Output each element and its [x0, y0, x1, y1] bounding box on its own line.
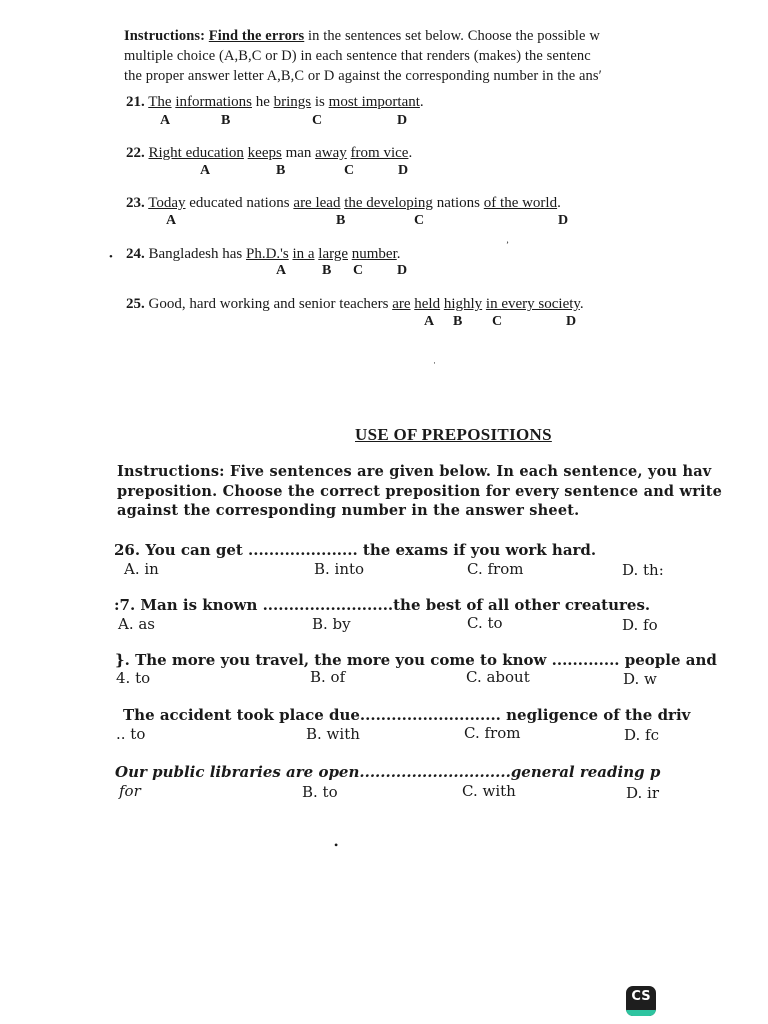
scan-speck: ’	[506, 240, 509, 250]
option-c: C. from	[467, 560, 524, 578]
question-number: 23.	[126, 195, 145, 211]
instructions-line-1	[124, 26, 684, 46]
sentence-text: .	[579, 296, 584, 312]
segment-d: most important	[328, 94, 420, 110]
segment-a: Today	[148, 195, 186, 211]
letter-d: D	[397, 113, 408, 128]
instructions-emphasis: Find the errors	[208, 28, 305, 44]
segment-c: large	[318, 246, 348, 262]
segment-d: number	[351, 246, 397, 262]
segment-b: held	[414, 296, 441, 312]
question-sentence	[148, 195, 561, 211]
sentence-text: Bangladesh has	[148, 246, 246, 262]
sentence-text: man	[281, 145, 316, 161]
letter-a: A	[276, 263, 287, 278]
letter-c: C	[353, 263, 364, 278]
segment-a: Ph.D.'s	[245, 246, 289, 262]
letter-c: C	[414, 213, 425, 228]
instructions-line-3: the proper answer letter A,B,C or D against the corresponding number in the ansʹ	[124, 68, 602, 84]
instructions-label: Instructions:	[124, 28, 206, 44]
option-a: A. in	[124, 560, 159, 578]
question-number: 22.	[126, 145, 145, 161]
letter-b: B	[336, 213, 346, 228]
option-b: B. of	[310, 668, 346, 686]
segment-c: brings	[273, 94, 312, 110]
logo-text: CS	[631, 989, 651, 1004]
letter-b: B	[276, 163, 286, 178]
question-28: }. The more you travel, the more you come to know ............. people and	[115, 651, 717, 669]
question-number: 25.	[126, 296, 145, 312]
option-d: D. th:	[622, 561, 664, 579]
segment-b: keeps	[247, 145, 282, 161]
segment-d: of the world	[483, 195, 558, 211]
instructions-line-2: preposition. Choose the correct preposition for every sentence and write	[117, 482, 723, 500]
question-30: Our public libraries are open.............................general reading p	[115, 763, 661, 781]
question-number: 24.	[126, 246, 145, 262]
logo-accent-bar	[626, 1010, 656, 1016]
letter-c: C	[344, 163, 355, 178]
segment-b: are lead	[293, 195, 341, 211]
letter-d: D	[397, 263, 408, 278]
segment-c: highly	[443, 296, 483, 312]
option-a: .. to	[116, 725, 146, 743]
option-d: D. fo	[622, 616, 658, 634]
option-c: C. about	[466, 668, 530, 686]
sentence-text: .	[396, 246, 401, 262]
instructions-text: in the sentences set below. Choose the possible w	[308, 28, 600, 44]
letter-a: A	[160, 113, 171, 128]
segment-a: are	[392, 296, 411, 312]
question-25	[126, 296, 584, 313]
question-sentence	[149, 145, 413, 161]
option-c: C. from	[464, 724, 521, 742]
option-d: D. fc	[624, 726, 659, 744]
question-sentence	[148, 94, 423, 110]
instructions-line-1: Instructions: Five sentences are given below. In each sentence, you hav	[117, 463, 712, 480]
letter-b: B	[221, 113, 231, 128]
option-b: B. to	[302, 783, 338, 801]
sentence-text: .	[408, 145, 413, 161]
option-d: D. w	[623, 670, 657, 688]
letter-a: A	[166, 213, 177, 228]
prepositions-instructions	[117, 462, 723, 521]
sentence-text: .	[557, 195, 561, 211]
letter-d: D	[566, 314, 577, 329]
sentence-text: .	[419, 94, 424, 110]
question-29: The accident took place due........................... negligence of the driv	[123, 706, 691, 724]
segment-c: away	[315, 145, 347, 161]
option-c: C. with	[462, 782, 516, 800]
question-sentence	[149, 296, 584, 312]
sentence-text: is	[311, 94, 329, 110]
question-22	[126, 145, 412, 162]
letter-a: A	[200, 163, 211, 178]
option-b: B. by	[312, 615, 351, 633]
instructions-line-3: against the corresponding number in the answer sheet.	[117, 502, 580, 519]
sentence-text: Good, hard working and senior teachers	[148, 296, 393, 312]
instructions-line-2: multiple choice (A,B,C or D) in each sentence that renders (makes) the sentenc	[124, 48, 591, 64]
letter-c: C	[312, 113, 323, 128]
sentence-text: he	[251, 94, 274, 110]
section-heading: USE OF PREPOSITIONS	[355, 425, 552, 444]
option-c: C. to	[467, 614, 503, 632]
option-a: for	[119, 782, 141, 800]
option-d: D. ir	[626, 784, 659, 802]
option-a: A. as	[118, 615, 156, 633]
scan-speck: •	[334, 838, 339, 852]
bullet-mark: •	[109, 251, 113, 263]
letter-b: B	[322, 263, 332, 278]
option-b: B. with	[306, 725, 360, 743]
segment-b: in a	[292, 246, 315, 262]
question-sentence	[149, 246, 401, 262]
letter-a: A	[424, 314, 435, 329]
question-26: 26. You can get ..................... the exams if you work hard.	[114, 541, 597, 559]
sentence-text: educated nations	[185, 195, 294, 211]
option-b: B. into	[314, 560, 365, 578]
letter-d: D	[398, 163, 409, 178]
instructions-block	[124, 26, 684, 86]
segment-a: The	[148, 94, 172, 110]
letter-c: C	[492, 314, 503, 329]
scan-speck: ·	[433, 358, 436, 368]
question-24	[126, 246, 401, 263]
letter-b: B	[453, 314, 463, 329]
option-a: 4. to	[116, 669, 151, 687]
sentence-text: nations	[432, 195, 484, 211]
question-23	[126, 195, 561, 212]
segment-a: Right education	[148, 145, 244, 161]
letter-d: D	[558, 213, 569, 228]
question-number: 21.	[126, 94, 145, 110]
segment-b: informations	[175, 94, 252, 110]
question-27: :7. Man is known .........................the best of all other creatures.	[114, 596, 651, 614]
segment-d: in every society	[485, 296, 580, 312]
camscanner-logo	[626, 986, 656, 1016]
segment-d: from vice	[350, 145, 409, 161]
segment-c: the developing	[344, 195, 433, 211]
question-21	[126, 94, 424, 111]
